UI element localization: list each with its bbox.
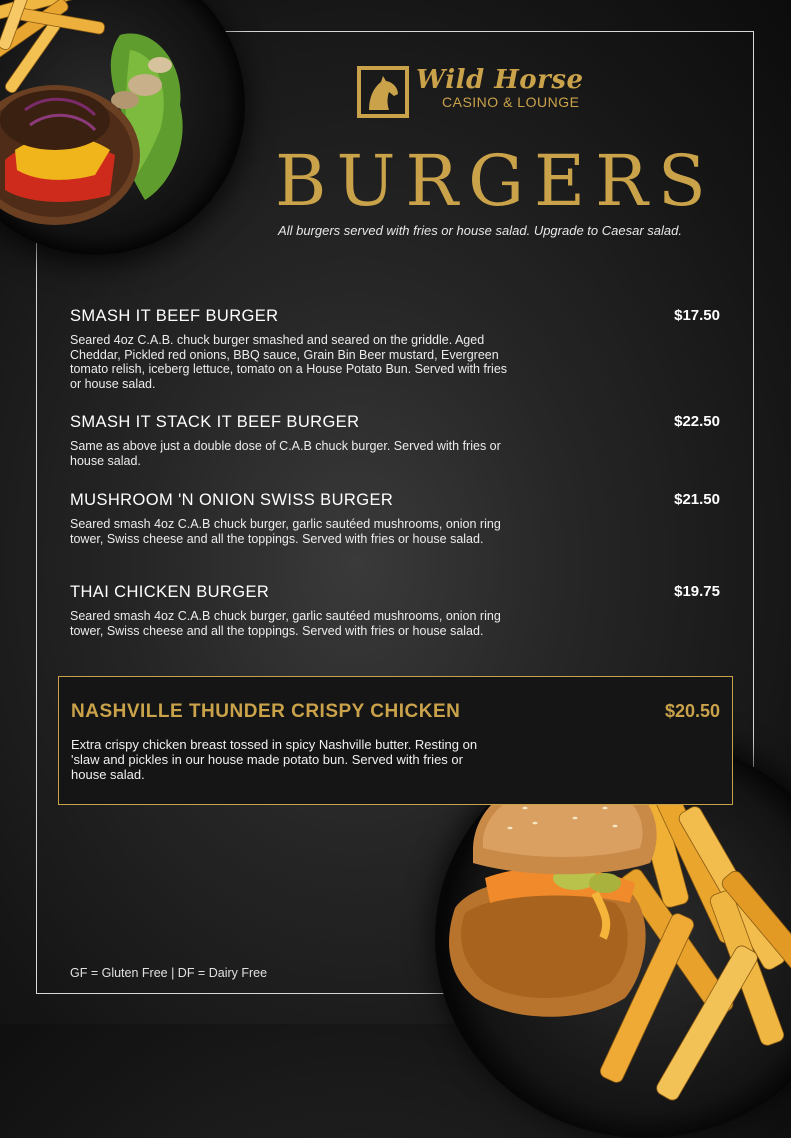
- menu-item: [70, 583, 720, 638]
- menu-item-description: Same as above just a double dose of C.A.B chuck burger. Served with fries or house salad.: [70, 439, 501, 468]
- menu-item-price: $21.50: [674, 491, 720, 508]
- page-subtitle: All burgers served with fries or house salad. Upgrade to Caesar salad.: [278, 223, 682, 238]
- page-title: BURGERS: [275, 140, 716, 222]
- featured-item-box: [58, 676, 733, 805]
- menu-item-description: Seared smash 4oz C.A.B chuck burger, garlic sautéed mushrooms, onion ring tower, Swiss cheese and all the toppings. Served with fries or house salad.: [70, 609, 501, 638]
- menu-item-description: Seared 4oz C.A.B. chuck burger smashed and seared on the griddle. Aged Cheddar, Pickled red onions, BBQ sauce, Grain Bin Beer mustard, Evergreen tomato relish, iceberg lettuce, tomato on a House Potato Bun. Served with fries or house salad.: [70, 333, 508, 391]
- menu-item-name: SMASH IT STACK IT BEEF BURGER: [70, 413, 360, 431]
- brand-name: Wild Horse: [416, 65, 584, 95]
- menu-item: [70, 491, 720, 546]
- brand-logo-text: [416, 66, 616, 110]
- dietary-legend: GF = Gluten Free | DF = Dairy Free: [70, 966, 268, 980]
- menu-item-name: MUSHROOM 'N ONION SWISS BURGER: [70, 491, 394, 509]
- featured-item-name: NASHVILLE THUNDER CRISPY CHICKEN: [71, 701, 461, 722]
- brand-tagline: CASINO & LOUNGE: [442, 94, 580, 110]
- menu-item-price: $17.50: [674, 307, 720, 324]
- menu-item-name: THAI CHICKEN BURGER: [70, 583, 270, 601]
- menu-item-price: $19.75: [674, 583, 720, 600]
- horse-head-icon: [357, 66, 409, 118]
- menu-item: [70, 413, 720, 468]
- menu-item-description: Seared smash 4oz C.A.B chuck burger, garlic sautéed mushrooms, onion ring tower, Swiss cheese and all the toppings. Served with fries or house salad.: [70, 517, 501, 546]
- menu-item: [70, 307, 720, 391]
- featured-item-price: $20.50: [664, 701, 720, 721]
- featured-item-description: Extra crispy chicken breast tossed in spicy Nashville butter. Resting on 'slaw and pickles in our house made potato bun. Served with fries or house salad.: [71, 737, 478, 782]
- menu-item-price: $22.50: [674, 413, 720, 430]
- menu-item-name: SMASH IT BEEF BURGER: [70, 307, 279, 325]
